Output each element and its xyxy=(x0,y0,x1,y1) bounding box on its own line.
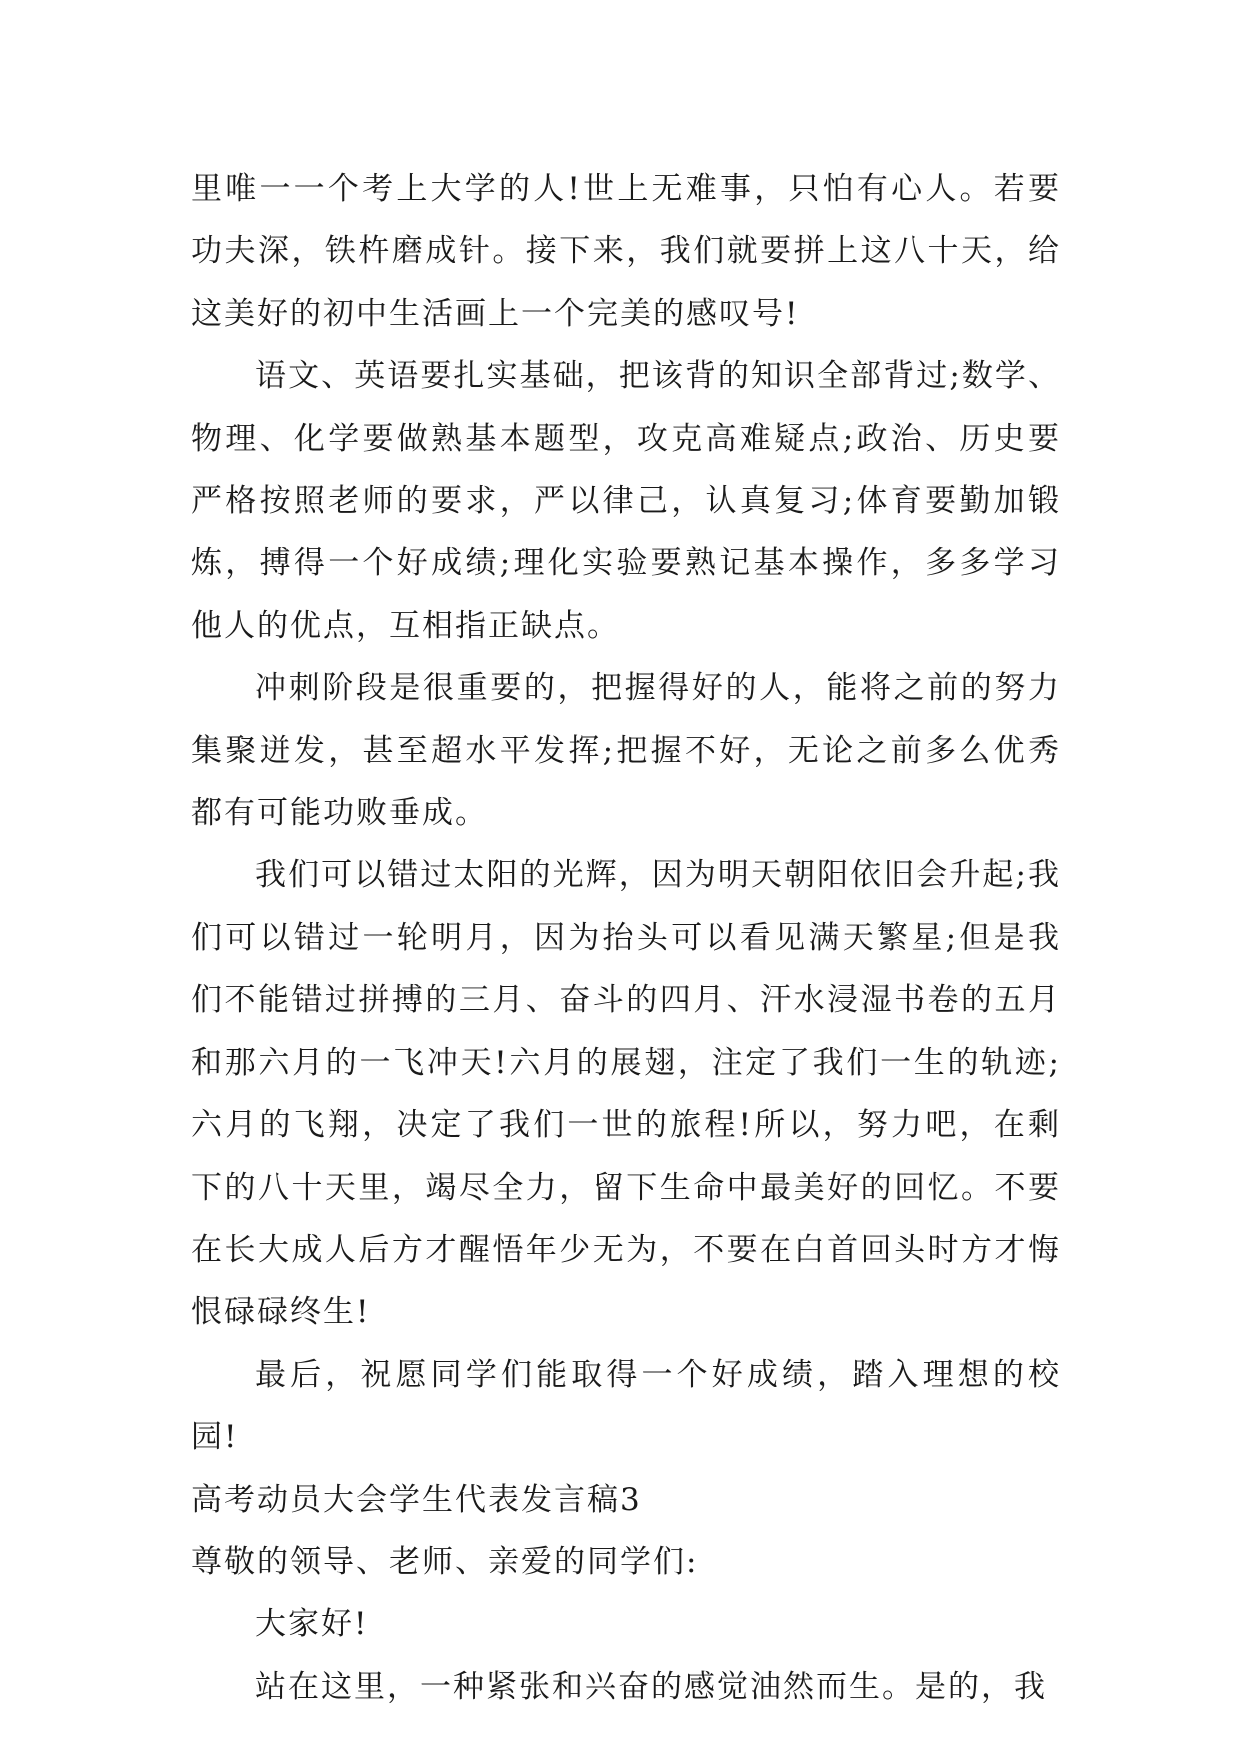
salutation: 尊敬的领导、老师、亲爱的同学们: xyxy=(191,1543,699,1580)
paragraph-1: 里唯一一个考上大学的人!世上无难事，只怕有心人。若要功夫深，铁杵磨成针。接下来，我们就要拼上这八十天，给这美好的初中生活画上一个完美的感叹号! xyxy=(191,171,1061,332)
section-title: 高考动员大会学生代表发言稿3 xyxy=(191,1481,642,1518)
paragraph-4: 我们可以错过太阳的光辉，因为明天朝阳依旧会升起;我们可以错过一轮明月，因为抬头可以看见满天繁星;但是我们不能错过拼搏的三月、奋斗的四月、汗水浸湿书卷的五月和那六月的一飞冲天!六月的展翅，注定了我们一生的轨迹;六月的飞翔，决定了我们一世的旅程!所以，努力吧，在剩下的八十天里，竭尽全力，留下生命中最美好的回忆。不要在长大成人后方才醒悟年少无为，不要在白首回头时方才悔恨碌碌终生! xyxy=(191,857,1061,1331)
paragraph-5: 最后，祝愿同学们能取得一个好成绩，踏入理想的校园! xyxy=(191,1356,1061,1456)
paragraph-2: 语文、英语要扎实基础，把该背的知识全部背过;数学、物理、化学要做熟基本题型，攻克高难疑点;政治、历史要严格按照老师的要求，严以律己，认真复习;体育要勤加锻炼，搏得一个好成绩;理化实验要熟记基本操作，多多学习他人的优点，互相指正缺点。 xyxy=(191,358,1061,644)
document-body xyxy=(191,158,1061,1718)
paragraph-3: 冲刺阶段是很重要的，把握得好的人，能将之前的努力集聚迸发，甚至超水平发挥;把握不好，无论之前多么优秀都有可能功败垂成。 xyxy=(191,670,1061,832)
greeting: 大家好! xyxy=(255,1606,369,1643)
paragraph-opening: 站在这里，一种紧张和兴奋的感觉油然而生。是的，我 xyxy=(255,1668,1047,1705)
